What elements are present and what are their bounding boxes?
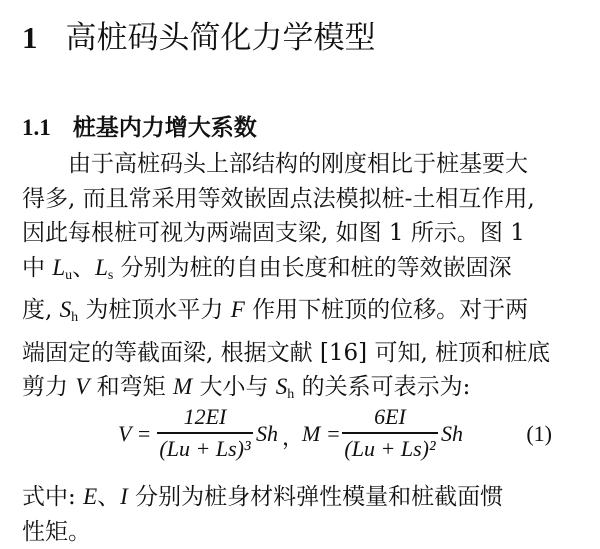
text-run: 为桩顶水平力 (78, 297, 231, 323)
symbol-L-s (95, 255, 113, 280)
symbol-subscript: h (287, 387, 294, 402)
paragraph-line: 因此每根桩可视为两端固支梁, 如图 1 所示。图 1 (22, 216, 552, 251)
symbol-I: I (120, 484, 128, 509)
fraction-bar (342, 432, 438, 434)
fraction-numerator: 12EI (157, 404, 253, 430)
fraction-numerator: 6EI (342, 404, 438, 430)
text-run: 和弯矩 (89, 374, 173, 400)
subsection-number: 1.1 (22, 115, 51, 140)
text-run: 分别为桩身材料弹性模量和桩截面惯 (128, 484, 503, 510)
subsection-heading (22, 113, 257, 143)
body-paragraph-2 (22, 480, 552, 549)
symbol-subscript: h (71, 310, 78, 325)
equation-lhs-M: M = (302, 421, 341, 447)
symbol-subscript: s (108, 268, 113, 283)
symbol-letter: L (52, 255, 65, 280)
paragraph-line (22, 293, 552, 336)
fraction-denominator: (Lu + Ls)² (342, 436, 438, 462)
symbol-F: F (231, 297, 245, 322)
equation-factor-Sh: Sh (256, 421, 278, 447)
symbol-subscript: u (65, 268, 72, 283)
text-run: 的关系可表示为: (294, 374, 470, 400)
text-run: 度, (22, 297, 60, 323)
section-title-text: 高桩码头简化力学模型 (66, 20, 376, 56)
paragraph-line: 由于高桩码头上部结构的刚度相比于桩基要大 (22, 147, 552, 182)
fraction-denominator: (Lu + Ls)³ (157, 436, 253, 462)
paragraph-line (22, 480, 552, 515)
equation-separator: ， (282, 421, 304, 452)
fraction-6EI (342, 404, 438, 462)
symbol-S-h (276, 374, 295, 399)
section-heading (22, 18, 376, 58)
section-number: 1 (22, 20, 38, 55)
fraction-bar (157, 432, 253, 434)
text-run: 、 (97, 484, 120, 510)
equation-factor-Sh: Sh (441, 421, 463, 447)
text-run: 式中: (22, 484, 83, 510)
text-run: 、 (72, 255, 95, 281)
symbol-S-h (60, 297, 79, 322)
fraction-12EI (157, 404, 253, 462)
equation-1 (0, 400, 600, 470)
text-run: 剪力 (22, 374, 75, 400)
symbol-M: M (173, 374, 192, 399)
symbol-E: E (83, 484, 97, 509)
symbol-L-u (52, 255, 72, 280)
equation-lhs-V: V = (118, 421, 151, 447)
symbol-V: V (75, 374, 89, 399)
text-run: 大小与 (192, 374, 276, 400)
symbol-letter: S (60, 297, 72, 322)
paragraph-line: 端固定的等截面梁, 根据文献 [16] 可知, 桩顶和桩底 (22, 336, 552, 371)
subsection-title-text: 桩基内力增大系数 (73, 114, 257, 141)
text-run: 中 (22, 255, 52, 281)
symbol-letter: L (95, 255, 108, 280)
text-run: 分别为桩的自由长度和桩的等效嵌固深 (113, 255, 511, 281)
symbol-letter: S (276, 374, 288, 399)
paragraph-line: 性矩。 (22, 515, 552, 549)
text-run: 作用下桩顶的位移。对于两 (245, 297, 528, 323)
paragraph-line: 得多, 而且常采用等效嵌固点法模拟桩-土相互作用, (22, 182, 552, 217)
body-paragraph-1 (22, 147, 552, 413)
equation-number: (1) (526, 421, 552, 447)
paragraph-line (22, 251, 552, 294)
